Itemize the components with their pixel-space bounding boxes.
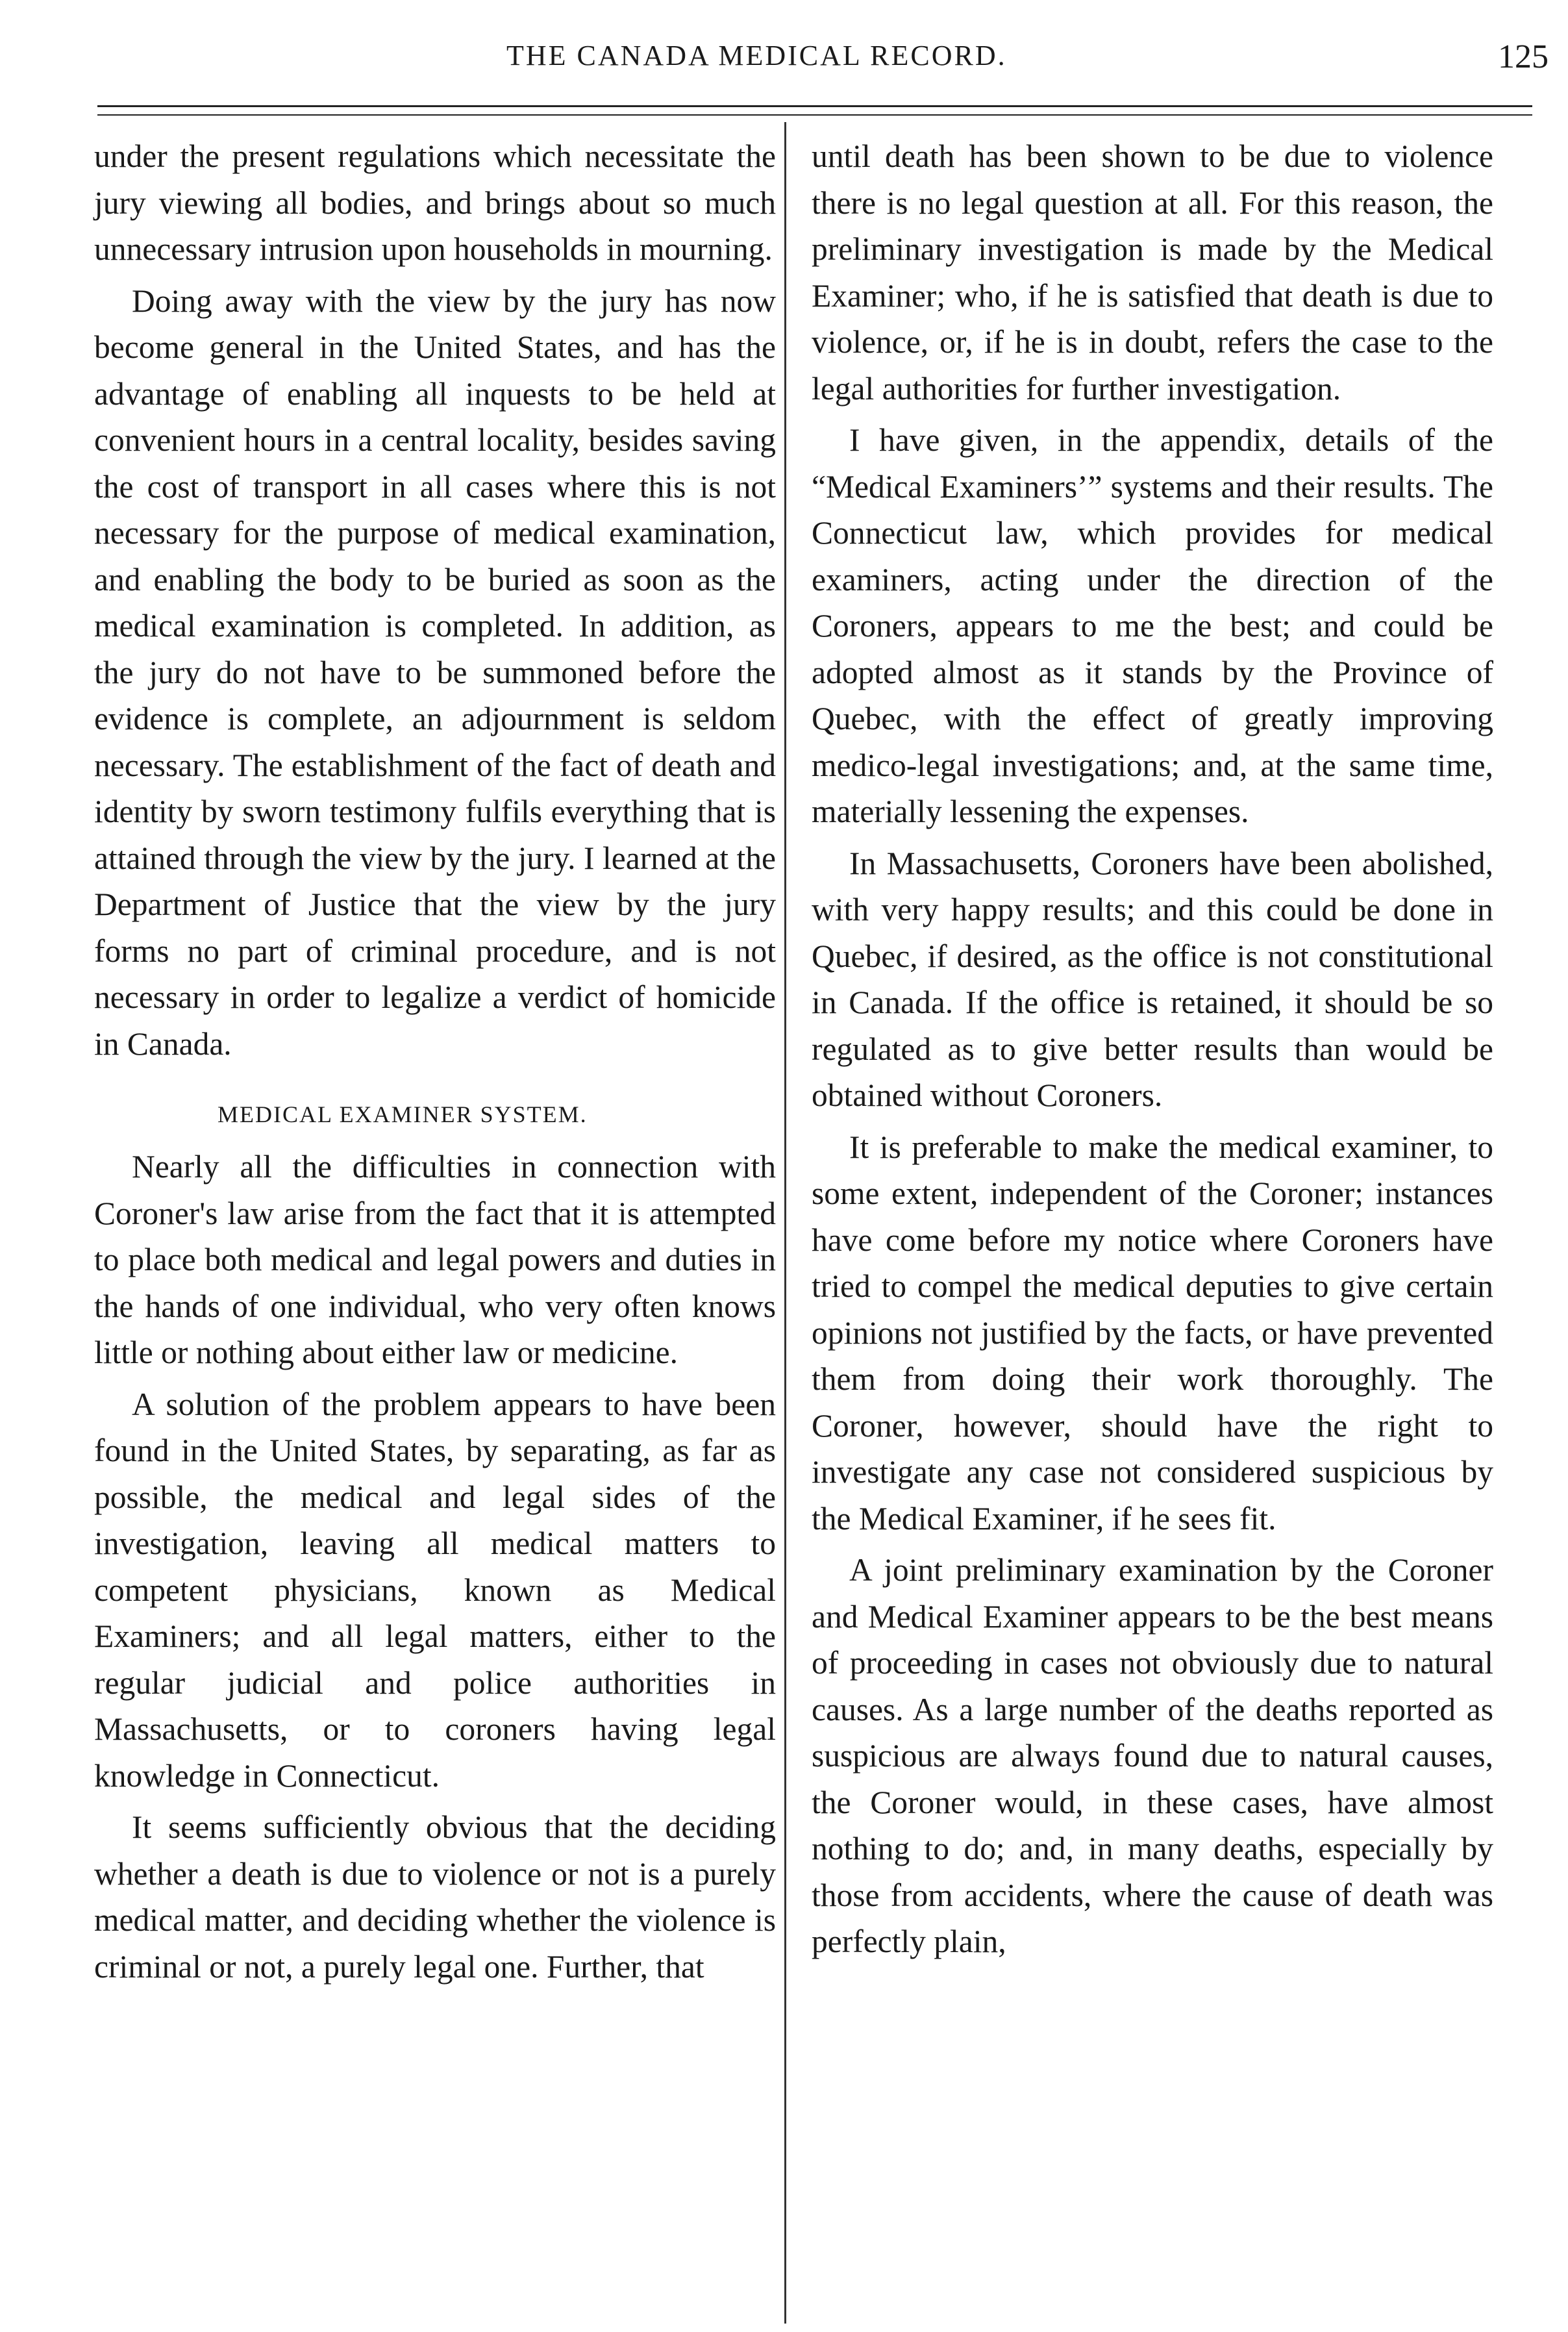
paragraph-medical-legal: It seems sufficiently obvious that the deciding whether a death is due to violence or not is a purely medical matter, and deciding whether the violence is criminal or not, a purely legal one. Further, that: [94, 1809, 776, 1985]
paragraph-independence: It is preferable to make the medical examiner, to some extent, independent of the Coroner; instances have come before my notice where Coroners have tried to compel the medical deputies to give certain opinions not justified by the facts, or have prevented them from doing their work thoroughly. The Coroner, however, should have the right to investigate any case not considered suspicious by the Medical Examiner, if he sees fit.: [812, 1129, 1493, 1536]
right-column: [812, 133, 1493, 1965]
section-heading: MEDICAL EXAMINER SYSTEM.: [218, 1101, 588, 1127]
paragraph-continued-right: until death has been shown to be due to violence there is no legal question at all. For this reason, the preliminary investigation is made by the Medical Examiner; who, if he is satisfied that death is due to violence, or, if he is in doubt, refers the case to the legal authorities for further investigation.: [812, 138, 1493, 407]
paragraph-joint-examination: A joint preliminary examination by the Coroner and Medical Examiner appears to be the best means of proceeding in cases not obviously due to natural causes. As a large number of the deaths reported as suspicious are always found due to natural causes, the Coroner would, in these cases, have almost nothing to do; and, in many deaths, especially by those from accidents, where the cause of death was perfectly plain,: [812, 1552, 1493, 1959]
paragraph-massachusetts: In Massachusetts, Coroners have been abolished, with very happy results; and this could be done in Quebec, if desired, as the office is not constitutional in Canada. If the office is retained, it should be so regulated as to give better results than would be obtained without Coroners.: [812, 845, 1493, 1113]
paragraph-difficulties: Nearly all the difficulties in connection with Coroner's law arise from the fact that it is attempted to place both medical and legal powers and duties in the hands of one individual, who very often knows little or nothing about either law or medicine.: [94, 1149, 776, 1370]
column-divider: [784, 122, 786, 2324]
left-column: [94, 133, 776, 1990]
paragraph-continued: under the present regulations which necessitate the jury viewing all bodies, and brings about so much unnecessary intrusion upon households in mourning.: [94, 138, 776, 267]
paragraph-solution: A solution of the problem appears to have been found in the United States, by separating, as far as possible, the medical and legal sides of the investigation, leaving all medical matters to competent physicians, known as Medical Examiners; and all legal matters, either to the regular judicial and police authorities in Massachusetts, or to coroners having legal knowledge in Connecticut.: [94, 1386, 776, 1794]
running-head: [0, 26, 1568, 78]
running-title: THE CANADA MEDICAL RECORD.: [506, 40, 1007, 71]
paragraph-jury-view: Doing away with the view by the jury has now become general in the United States, and has the advantage of enabling all inquests to be held at convenient hours in a central locality, besides saving the cost of transport in all cases where this is not necessary for the purpose of medical examination, and enabling the body to be buried as soon as the medical examination is completed. In addition, as the jury do not have to be summoned before the evidence is complete, an adjournment is seldom necessary. The establishment of the fact of death and identity by sworn testimony fulfils everything that is attained through the view by the jury. I learned at the Department of Justice that the view by the jury forms no part of criminal procedure, and is not necessary in order to legalize a verdict of homicide in Canada.: [94, 282, 776, 1062]
header-rule-thin: [97, 114, 1532, 116]
page-number: 125: [1498, 38, 1549, 75]
paragraph-appendix: I have given, in the appendix, details of the “Medical Examiners’” systems and their results. The Connecticut law, which provides for medical examiners, acting under the direction of the Coroners, appears to me the best; and could be adopted almost as it stands by the Province of Quebec, with the effect of greatly improving medico-legal investigations; and, at the same time, materially lessening the expenses.: [812, 422, 1493, 829]
header-rule: [97, 105, 1532, 107]
